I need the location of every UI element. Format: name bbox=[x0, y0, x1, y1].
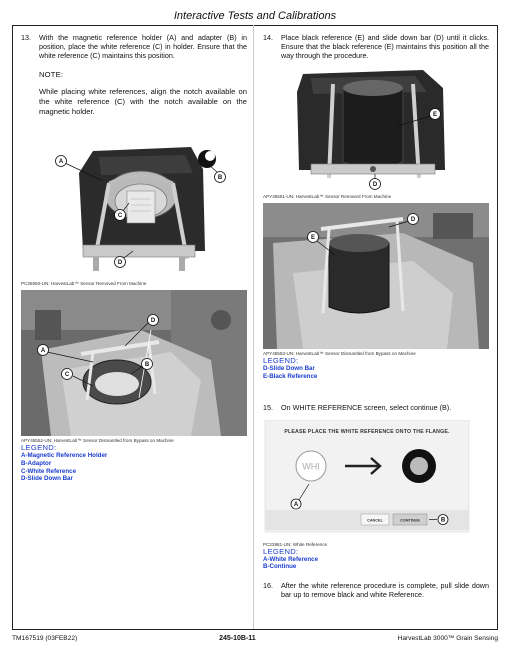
callout-a bbox=[291, 499, 301, 509]
callout-e bbox=[430, 109, 441, 120]
step-13 bbox=[21, 33, 247, 60]
step-14 bbox=[263, 33, 489, 60]
step-text: With the magnetic reference holder (A) and adapter (B) in position, place the white reference (C) in holder. Ensure that the white reference (C) maintains this position. bbox=[39, 33, 247, 60]
screen-title: PLEASE PLACE THE WHITE REFERENCE ONTO THE FLANGE. bbox=[284, 428, 450, 435]
legend-heading: LEGEND: bbox=[263, 546, 299, 556]
legend-item: D-Slide Down Bar bbox=[263, 365, 315, 372]
legend-item: D-Slide Down Bar bbox=[21, 475, 73, 483]
svg-text:B: B bbox=[440, 517, 446, 524]
callout-e bbox=[308, 232, 319, 243]
figure-white-reference-screen bbox=[263, 420, 489, 540]
white-reference-screen bbox=[263, 420, 489, 540]
figure-black-reference bbox=[263, 66, 489, 192]
callout-b bbox=[215, 172, 226, 183]
figure-sensor-removed bbox=[21, 133, 247, 279]
callout-d bbox=[408, 214, 419, 225]
step-text: Place black reference (E) and slide down bar (D) until it clicks. Ensure that the black reference (E) maintains this position all the way through the procedure. bbox=[281, 33, 489, 60]
step-number: 15. bbox=[263, 402, 273, 412]
step-text: On WHITE REFERENCE screen, select continue (B). bbox=[281, 402, 452, 412]
figure-bypass-dismantled bbox=[263, 203, 489, 349]
figure-sensor-dismantled bbox=[21, 290, 247, 436]
figure-caption: PC23981-UN: White Reference bbox=[263, 541, 328, 547]
callout-c bbox=[62, 369, 73, 380]
callout-a bbox=[56, 156, 67, 167]
legend-item: C-White Reference bbox=[21, 467, 77, 475]
page-footer bbox=[12, 635, 498, 642]
figure-caption: PC25550-UN: HarvestLab™ Sensor Removed From Machine bbox=[21, 281, 147, 286]
svg-text:E: E bbox=[432, 112, 438, 119]
machine-photo bbox=[21, 290, 247, 436]
sensor-photo bbox=[21, 133, 247, 279]
svg-text:C: C bbox=[64, 372, 70, 379]
note-heading: NOTE: bbox=[39, 70, 64, 79]
black-reference-photo bbox=[263, 66, 489, 192]
svg-text:B: B bbox=[144, 362, 150, 369]
continue-button[interactable] bbox=[393, 514, 427, 525]
left-column bbox=[21, 33, 247, 483]
page-header bbox=[12, 6, 498, 26]
svg-text:D: D bbox=[410, 217, 416, 224]
svg-text:A: A bbox=[293, 501, 299, 508]
callout-d bbox=[148, 315, 159, 326]
callout-d bbox=[370, 179, 381, 190]
svg-text:E: E bbox=[310, 235, 316, 242]
step-number: 16. bbox=[263, 581, 273, 591]
step-text: After the white reference procedure is complete, pull slide down bar up to remove black and white Reference. bbox=[281, 581, 489, 600]
legend-heading: LEGEND: bbox=[21, 443, 57, 452]
legend-heading: LEGEND: bbox=[263, 356, 299, 365]
callout-d bbox=[115, 257, 126, 268]
callout-c bbox=[115, 210, 126, 221]
step-15 bbox=[263, 403, 489, 412]
legend-item: B-Continue bbox=[263, 563, 297, 571]
footer-product: HarvestLab 3000™ Grain Sensing bbox=[397, 635, 498, 642]
content-frame bbox=[12, 25, 498, 630]
callout-b bbox=[438, 514, 448, 524]
figure-caption: APY45553-UN: HarvestLab™ Sensor Dismantled from Bypass on Machine bbox=[263, 351, 416, 356]
legend-item: A-Magnetic Reference Holder bbox=[21, 452, 108, 459]
svg-text:A: A bbox=[40, 348, 46, 355]
note-text: While placing white references, align the notch available on the white reference (C) with the notch available on the magnetic holder. bbox=[39, 87, 247, 116]
column-divider bbox=[253, 25, 254, 629]
legend-item: B-Adaptor bbox=[21, 459, 52, 467]
figure-caption: APY45552-UN: HarvestLab™ Sensor Dismantled from Bypass on Machine bbox=[21, 438, 174, 443]
whi-label: WHI bbox=[302, 461, 320, 472]
footer-doc-id: TM167519 (03FEB22) bbox=[12, 635, 78, 642]
callout-b bbox=[142, 359, 153, 370]
manual-page bbox=[12, 6, 498, 652]
svg-text:D: D bbox=[117, 260, 123, 267]
callout-a bbox=[38, 345, 49, 356]
footer-page-number: 245-10B-11 bbox=[219, 635, 256, 642]
step-16 bbox=[263, 581, 489, 599]
right-column bbox=[263, 33, 489, 599]
step-number: 14. bbox=[263, 33, 273, 42]
svg-text:D: D bbox=[150, 318, 156, 325]
svg-text:CONTINUE: CONTINUE bbox=[400, 518, 420, 523]
svg-text:C: C bbox=[117, 213, 123, 220]
svg-text:A: A bbox=[58, 159, 64, 166]
legend-item: E-Black Reference bbox=[263, 372, 318, 380]
header-title: Interactive Tests and Calibrations bbox=[173, 9, 337, 22]
legend-item: A-White Reference bbox=[263, 555, 319, 563]
svg-text:CANCEL: CANCEL bbox=[367, 518, 383, 523]
step-number: 13. bbox=[21, 33, 31, 42]
cancel-button[interactable] bbox=[361, 514, 389, 525]
svg-text:D: D bbox=[372, 182, 378, 189]
bypass-photo bbox=[263, 203, 489, 349]
figure-caption: APY45551-UN: HarvestLab™ Sensor Removed From Machine bbox=[263, 194, 392, 199]
svg-text:B: B bbox=[217, 175, 223, 182]
